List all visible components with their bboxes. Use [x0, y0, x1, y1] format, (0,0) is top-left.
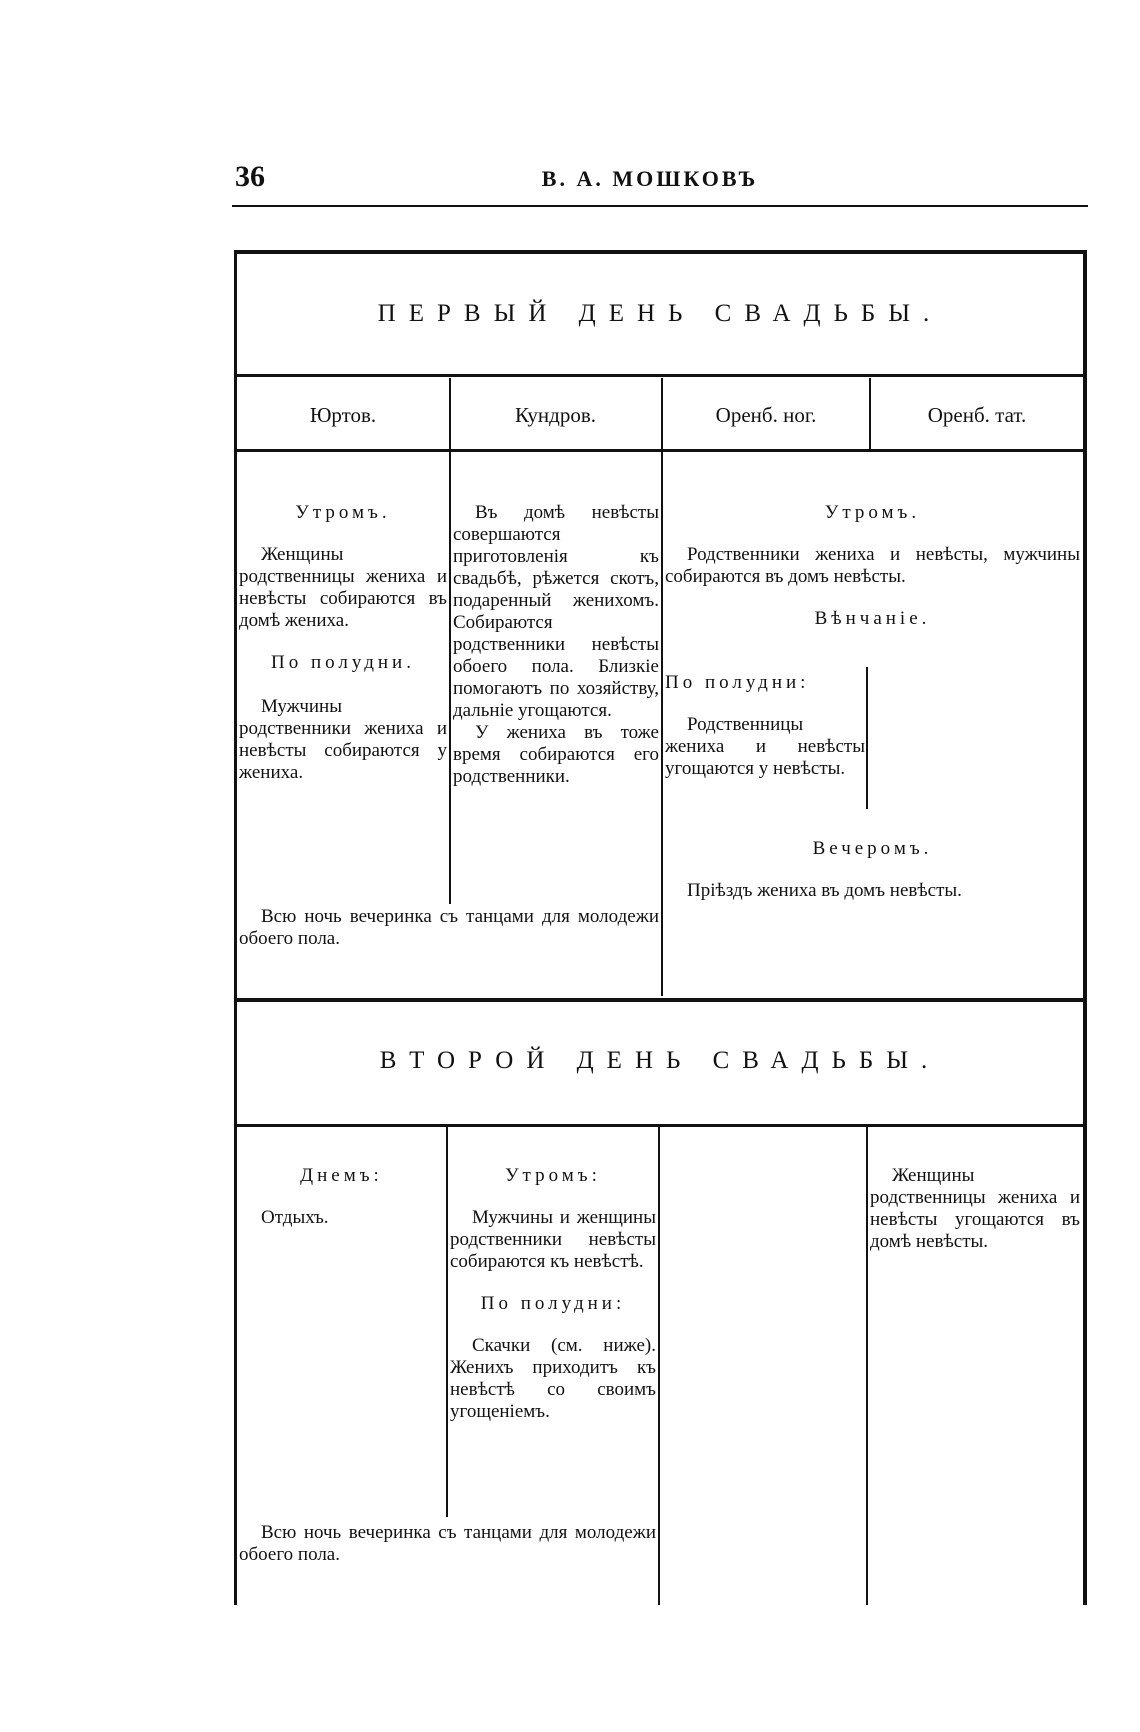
col-divider-3 [869, 378, 871, 450]
day1-orenb-text-afternoon: Родственницы жениха и невѣсты угощаются у невѣсты. [665, 714, 865, 779]
day1-yurtov-text-afternoon: Мужчины родственники жениха и невѣсты собираются у жениха. [239, 696, 447, 783]
day2-orenb-tat-text: Женщины родственницы жениха и невѣсты угощаются въ домѣ невѣсты. [870, 1165, 1080, 1252]
day2-col-divider-3 [866, 1127, 868, 1605]
day1-orenb-heading-wedding: Вѣнчаніе. [814, 608, 931, 629]
day1-orenb-cell [665, 502, 1080, 630]
day1-kundrov-text-2: У жениха въ тоже время собираются его родственники. [453, 722, 659, 787]
day1-orenb-heading-evening: Вечеромъ. [812, 838, 933, 859]
day2-kundrov-text-afternoon: Скачки (см. ниже). Женихъ приходитъ къ невѣстѣ со своимъ угощеніемъ. [450, 1335, 656, 1422]
day2-yurtov-heading-day: Днемъ: [300, 1165, 383, 1186]
day2-evening-party: Всю ночь вечеринка съ танцами для молодежи обоего пола. [239, 1522, 656, 1565]
day1-orenb-nog-afternoon [665, 672, 865, 780]
day2-col-divider-2 [658, 1127, 660, 1605]
day1-col-divider-1 [449, 452, 451, 904]
day1-kundrov-text-1: Въ домѣ невѣсты совершаются приготовленія къ свадьбѣ, рѣжется скотъ, подаренный женихомъ. Собираются родственники невѣсты обоего пола. Близкіе помогаютъ по хозяйству, дальніе угощаются. [453, 502, 659, 721]
col-divider-1 [449, 378, 451, 450]
col-header-kundrov: Кундров. [514, 403, 597, 427]
day1-orenb-heading-afternoon: По полудни: [665, 672, 810, 693]
day1-yurtov-cell [239, 502, 447, 784]
day1-orenb-text-evening: Пріѣздъ жениха въ домъ невѣсты. [687, 880, 962, 901]
header-rule [232, 205, 1088, 207]
running-head: В. А. МОШКОВЪ [541, 166, 759, 191]
day2-kundrov-cell [450, 1165, 656, 1423]
day1-title: ПЕРВЫЙ ДЕНЬ СВАДЬБЫ. [377, 300, 943, 327]
day2-col-divider-1 [446, 1127, 448, 1517]
day2-kundrov-heading-morning: Утромъ: [505, 1165, 601, 1186]
day1-orenb-heading-morning: Утромъ. [824, 502, 921, 523]
day2-title-rule [236, 1124, 1085, 1127]
day1-bottom-rule [236, 998, 1085, 1002]
day2-kundrov-heading-afternoon: По полудни: [480, 1293, 626, 1314]
col-header-orenb-tat: Оренб. тат. [927, 403, 1027, 427]
page-number: 36 [235, 160, 265, 193]
day1-title-rule [236, 374, 1085, 377]
day1-afternoon-divider [866, 667, 868, 809]
table-top-rule [234, 250, 1086, 254]
day1-orenb-text-morning: Родственники жениха и невѣсты, мужчины собираются въ домъ невѣсты. [665, 544, 1080, 587]
day1-kundrov-cell [453, 502, 659, 788]
day1-yurtov-text-morning: Женщины родственницы жениха и невѣсты собираются въ домѣ жениха. [239, 544, 447, 631]
table-right-rule [1083, 250, 1087, 1605]
col-header-orenb-nog: Оренб. ног. [715, 403, 817, 427]
col-header-yurtov: Юртов. [309, 403, 377, 427]
day2-kundrov-text-morning: Мужчины и женщины родственники невѣсты собираются къ невѣстѣ. [450, 1207, 656, 1272]
table-left-rule [234, 250, 237, 1605]
col-divider-2 [661, 378, 663, 450]
day2-yurtov-text-rest: Отдыхъ. [261, 1207, 329, 1228]
day1-col-divider-2 [661, 452, 663, 996]
day1-yurtov-heading-afternoon: По полудни. [271, 652, 415, 673]
day2-title: ВТОРОЙ ДЕНЬ СВАДЬБЫ. [379, 1047, 941, 1074]
day1-yurtov-heading-morning: Утромъ. [295, 502, 391, 523]
day1-orenb-evening [665, 838, 1080, 902]
day2-yurtov-cell [239, 1165, 444, 1229]
day1-evening-party: Всю ночь вечеринка съ танцами для молодежи обоего пола. [239, 906, 659, 949]
day2-orenb-tat-cell [870, 1165, 1080, 1253]
